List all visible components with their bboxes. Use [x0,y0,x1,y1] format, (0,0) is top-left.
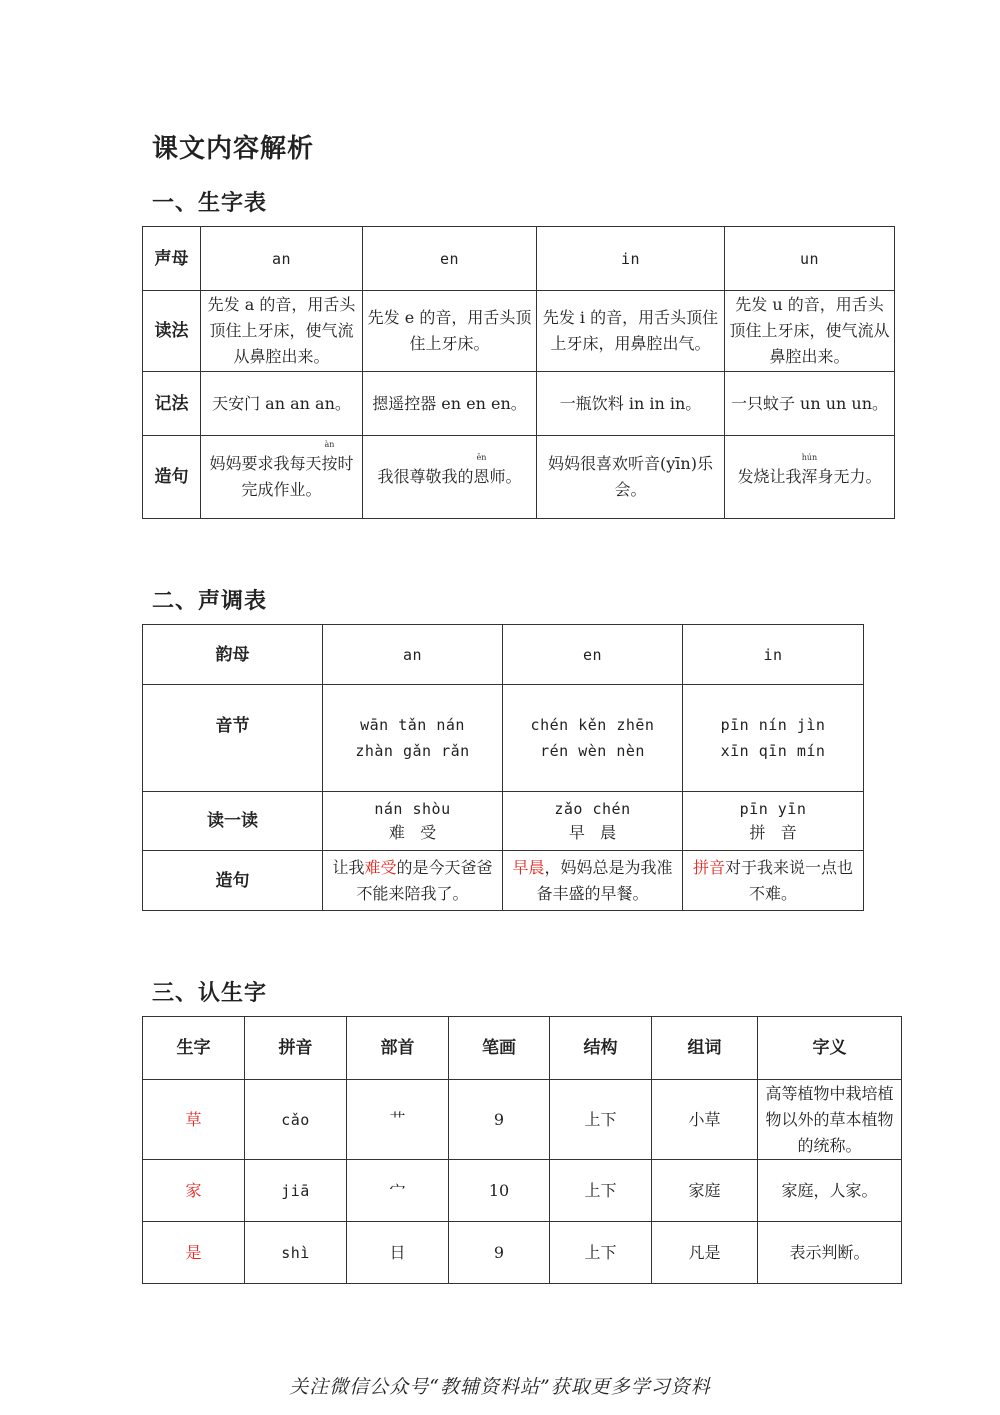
sentence-cell [683,851,864,911]
header-cell: 字义 [758,1017,902,1080]
header-cell: 组词 [652,1017,758,1080]
word-cell: 小草 [652,1080,758,1160]
char-cell: 草 [143,1080,245,1160]
radical-cell: 日 [347,1222,449,1284]
row-label-read: 读一读 [143,792,323,851]
pinyin-annotation: àn [324,440,335,449]
char-cell: 家 [143,1160,245,1222]
annotated-char [473,453,490,490]
read-cell [683,792,864,851]
table-row [143,1160,902,1222]
read-cell: 先发 i 的音，用舌头顶住上牙床，用鼻腔出气。 [537,291,725,372]
annotated-char-text: 按 [321,454,338,473]
row-label-sentence: 造句 [143,851,323,911]
strokes-cell: 10 [449,1160,550,1222]
read-pinyin: zǎo chén [554,800,631,818]
column-in: in [683,625,864,685]
sentence-cell: 妈妈很喜欢听音(yīn)乐会。 [537,436,725,519]
table-row [143,436,895,519]
header-cell: 拼音 [245,1017,347,1080]
syllable-cell [503,685,683,792]
pinyin-annotation: ēn [476,453,487,462]
pinyin-cell: shì [245,1222,347,1284]
radical-cell: 艹 [347,1080,449,1160]
sentence-text: 身无力。 [817,467,882,486]
strokes-cell: 9 [449,1080,550,1160]
table-row [143,625,864,685]
footer-note: 关注微信公众号“教辅资料站”获取更多学习资料 [289,1376,711,1398]
row-label-read: 读法 [143,291,201,372]
structure-cell: 上下 [550,1160,652,1222]
syllable-cell [683,685,864,792]
table-row [143,291,895,372]
syllable-line: zhàn gǎn rǎn [355,742,470,760]
row-label-syllable: 音节 [143,685,323,792]
syllable-line: pīn nín jìn [720,716,826,734]
read-pinyin: pīn yīn [739,800,807,818]
memo-cell: 摁遥控器 en en en。 [363,372,537,436]
word-cell: 家庭 [652,1160,758,1222]
pinyin-cell: cǎo [245,1080,347,1160]
meaning-cell: 表示判断。 [758,1222,902,1284]
sentence-text: 妈妈要求我每天 [209,454,322,473]
sentence-cell [725,436,895,519]
highlight-word: 难受 [364,857,397,877]
characters-table [142,1016,902,1284]
sentence-cell [323,851,503,911]
table-row [143,792,864,851]
table-row [143,1017,902,1080]
header-cell: 结构 [550,1017,652,1080]
syllable-line: rén wèn nèn [540,742,645,760]
table-row [143,1080,902,1160]
column-en: en [503,625,683,685]
sentence-cell [201,436,363,519]
header-cell: 韵母 [143,625,323,685]
column-en: en [363,227,537,291]
row-label-memo: 记法 [143,372,201,436]
sentence-text: 让我 [332,857,365,877]
header-cell: 部首 [347,1017,449,1080]
highlight-word: 拼音 [692,857,725,877]
read-cell [323,792,503,851]
table-row [143,851,864,911]
read-pinyin: nán shòu [374,800,451,818]
radical-cell: 宀 [347,1160,449,1222]
read-chars: 难 受 [388,823,437,842]
sentence-text: 对于我来说一点也不难。 [725,857,854,903]
syllable-cell [323,685,503,792]
page-title: 课文内容解析 [152,134,315,164]
memo-cell: 一只蚊子 un un un。 [725,372,895,436]
syllable-line: wān tǎn nán [360,716,465,734]
pinyin-cell: jiā [245,1160,347,1222]
annotated-char [321,440,338,477]
strokes-cell: 9 [449,1222,550,1284]
sentence-text: 我很尊敬我的 [377,467,474,486]
section1-heading: 一、生字表 [152,190,268,216]
structure-cell: 上下 [550,1080,652,1160]
header-cell: 生字 [143,1017,245,1080]
syllable-line: xīn qīn mín [720,742,826,760]
sentence-cell [363,436,537,519]
read-cell: 先发 u 的音，用舌头顶住上牙床，使气流从鼻腔出来。 [725,291,895,372]
sentence-cell [503,851,683,911]
tone-table [142,624,864,911]
memo-cell: 一瓶饮料 in in in。 [537,372,725,436]
column-un: un [725,227,895,291]
column-in: in [537,227,725,291]
section2-heading: 二、声调表 [152,588,268,614]
structure-cell: 上下 [550,1222,652,1284]
read-chars: 拼 音 [749,823,797,842]
annotated-char-text: 恩 [473,467,490,486]
sentence-text: 的是今天爸爸不能来陪我了。 [356,857,493,903]
memo-cell: 天安门 an an an。 [201,372,363,436]
sentence-text: 师。 [489,467,522,486]
word-cell: 凡是 [652,1222,758,1284]
header-cell: 声母 [143,227,201,291]
table-row [143,685,864,792]
sentence-text: 发烧让我 [737,467,802,486]
char-cell: 是 [143,1222,245,1284]
column-an: an [201,227,363,291]
meaning-cell: 高等植物中栽培植物以外的草本植物的统称。 [758,1080,902,1160]
annotated-char [801,453,818,490]
sentence-text: ，妈妈总是为我准备丰盛的早餐。 [536,857,673,903]
pinyin-annotation: hún [801,453,818,462]
read-cell: 先发 e 的音，用舌头顶住上牙床。 [363,291,537,372]
annotated-char-text: 浑 [801,467,818,486]
read-cell: 先发 a 的音，用舌头顶住上牙床，使气流从鼻腔出来。 [201,291,363,372]
syllable-line: chén kěn zhēn [530,716,655,734]
initials-table [142,226,895,519]
read-cell [503,792,683,851]
table-row [143,227,895,291]
row-label-sentence: 造句 [143,436,201,519]
highlight-word: 早晨 [512,857,545,877]
read-chars: 早 晨 [568,823,617,842]
section3-heading: 三、认生字 [152,980,268,1006]
header-cell: 笔画 [449,1017,550,1080]
table-row [143,1222,902,1284]
meaning-cell: 家庭，人家。 [758,1160,902,1222]
column-an: an [323,625,503,685]
table-row [143,372,895,436]
sentence-text: 时完成作业。 [241,454,354,499]
